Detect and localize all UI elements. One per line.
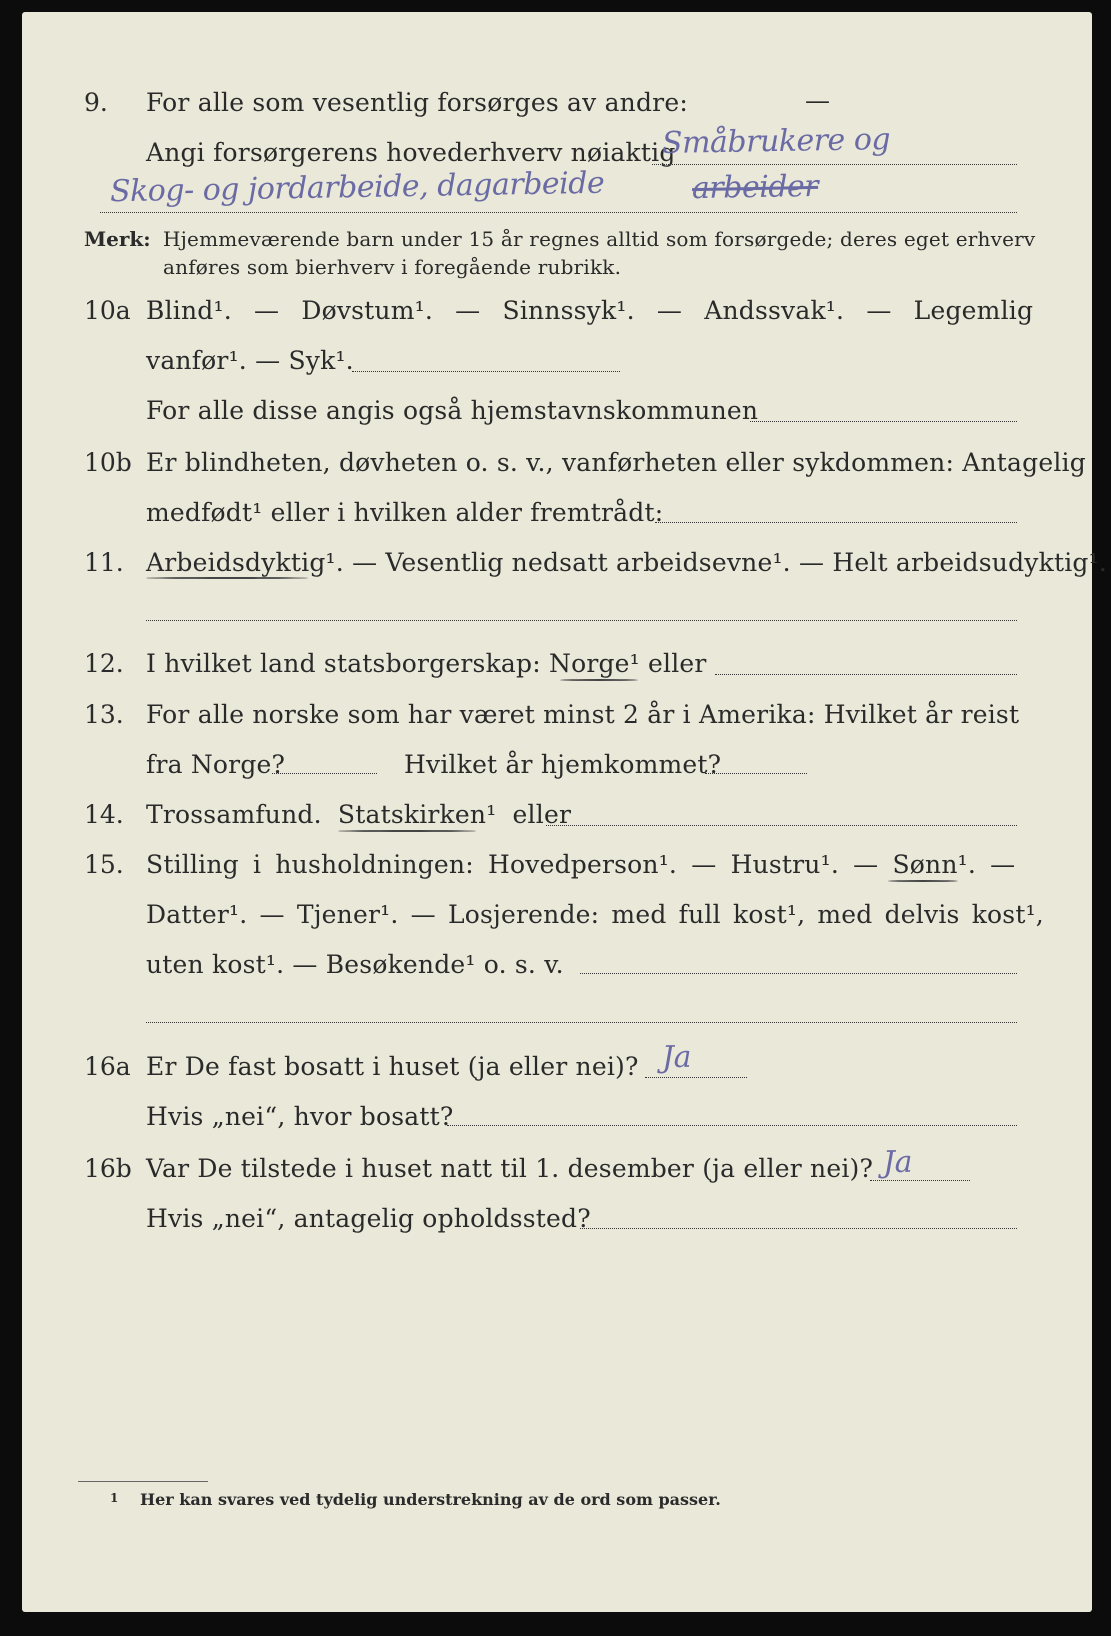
question-number: 9. xyxy=(84,88,108,117)
question-text: Trossamfund. Statskirken¹ eller xyxy=(146,800,572,829)
blank-dash: — xyxy=(805,86,831,115)
answer-line[interactable] xyxy=(715,674,1017,675)
question-text: For alle som vesentlig forsørges av andre: xyxy=(146,88,688,117)
question-number: 16b xyxy=(84,1154,132,1183)
handwritten-answer: arbeider xyxy=(691,168,819,207)
question-text: Datter¹. — Tjener¹. — Losjerende: med full kost¹, med delvis kost¹, xyxy=(146,900,1044,929)
question-text: Blind¹. — Døvstum¹. — Sinnssyk¹. — Andssvak¹. — Legemlig xyxy=(146,296,1034,325)
answer-line[interactable] xyxy=(645,1077,747,1078)
answer-line[interactable] xyxy=(655,522,1017,523)
answer-line[interactable] xyxy=(272,773,377,774)
question-text: fra Norge? xyxy=(146,750,286,779)
note-text: Hjemmeværende barn under 15 år regnes alltid som forsørgede; deres eget erhverv xyxy=(163,227,1036,251)
question-number: 13. xyxy=(84,700,124,729)
answer-underline xyxy=(146,577,308,579)
question-label: Angi forsørgerens hovederhverv nøiaktig xyxy=(146,138,676,167)
handwritten-answer: Småbrukere og xyxy=(661,122,891,161)
question-text: Stilling i husholdningen: Hovedperson¹. — Hustru¹. — Sønn¹. — xyxy=(146,850,1016,879)
question-text: For alle norske som har været minst 2 år i Amerika: Hvilket år reist xyxy=(146,700,1020,729)
footnote-mark: 1 xyxy=(110,1491,119,1505)
answer-line[interactable] xyxy=(652,164,1017,165)
note-label: Merk: xyxy=(84,227,151,251)
note-text: anføres som bierhverv i foregående rubrikk. xyxy=(163,255,622,279)
question-text: I hvilket land statsborgerskap: Norge¹ eller xyxy=(146,649,707,678)
question-text: Hvilket år hjemkommet? xyxy=(404,750,722,779)
answer-line[interactable] xyxy=(580,973,1017,974)
question-number: 11. xyxy=(84,548,124,577)
question-text: Var De tilstede i huset natt til 1. desember (ja eller nei)? xyxy=(146,1154,874,1183)
answer-underline xyxy=(888,880,958,882)
question-number: 10a xyxy=(84,296,131,325)
question-text: medfødt¹ eller i hvilken alder fremtrådt: xyxy=(146,498,664,527)
answer-underline xyxy=(560,679,638,681)
answer-line[interactable] xyxy=(546,825,1017,826)
question-number: 16a xyxy=(84,1052,131,1081)
question-text: For alle disse angis også hjemstavnskommunen xyxy=(146,396,759,425)
answer-line[interactable] xyxy=(146,620,1017,621)
question-text: Hvis „nei“, antagelig opholdssted? xyxy=(146,1204,591,1233)
question-text: vanfør¹. — Syk¹. xyxy=(146,346,354,375)
answer-line[interactable] xyxy=(352,371,620,372)
answer-line[interactable] xyxy=(580,1228,1017,1229)
handwritten-answer: Ja xyxy=(661,1039,692,1076)
question-number: 15. xyxy=(84,850,124,879)
question-number: 10b xyxy=(84,448,132,477)
question-text: Er De fast bosatt i huset (ja eller nei)? xyxy=(146,1052,639,1081)
answer-line[interactable] xyxy=(447,1125,1017,1126)
question-text: Arbeidsdyktig¹. — Vesentlig nedsatt arbeidsevne¹. — Helt arbeidsudyktig¹. xyxy=(146,548,1107,577)
question-text: Er blindheten, døvheten o. s. v., vanførheten eller sykdommen: Antagelig xyxy=(146,448,1086,477)
answer-underline xyxy=(338,830,476,832)
answer-line[interactable] xyxy=(146,1022,1017,1023)
question-text: Hvis „nei“, hvor bosatt? xyxy=(146,1102,454,1131)
question-number: 14. xyxy=(84,800,124,829)
answer-line[interactable] xyxy=(705,773,807,774)
question-number: 12. xyxy=(84,649,124,678)
handwritten-answer: Skog- og jordarbeide, dagarbeide xyxy=(109,165,605,210)
footnote-text: Her kan svares ved tydelig understrekning av de ord som passer. xyxy=(140,1490,721,1509)
answer-line[interactable] xyxy=(100,212,1017,213)
handwritten-answer: Ja xyxy=(882,1144,913,1181)
question-text: uten kost¹. — Besøkende¹ o. s. v. xyxy=(146,950,564,979)
answer-line[interactable] xyxy=(750,421,1017,422)
footnote-rule xyxy=(78,1481,208,1482)
